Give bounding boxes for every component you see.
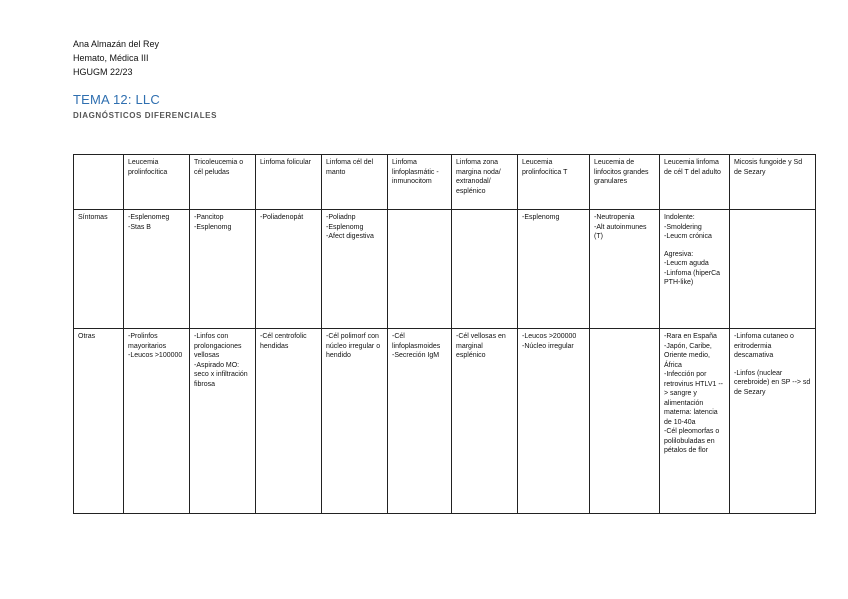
table-cell	[322, 210, 388, 329]
header-cell: Linfoma folicular	[256, 155, 322, 210]
table-cell	[518, 210, 590, 329]
table-cell	[452, 329, 518, 514]
header-cell: Linfoma linfoplasmátic -inmunocitom	[388, 155, 452, 210]
table-cell	[256, 329, 322, 514]
header-cell: Micosis fungoide y Sd de Sezary	[730, 155, 816, 210]
cell-line: -Pancitop	[194, 214, 224, 221]
header-cell: Tricoleucemia o cél peludas	[190, 155, 256, 210]
cell-line: -Esplenomg	[326, 223, 364, 231]
cell-line: -Alt autoinmunes (T)	[594, 223, 647, 240]
cell-line: -Linfoma cutaneo o eritrodermia descamativa	[734, 333, 794, 359]
page-title: TEMA 12: LLC	[73, 92, 160, 107]
cell-line: -Cél pleomorfas o polilobuladas en pétalos de flor	[664, 428, 720, 454]
table-cell	[452, 210, 518, 329]
table-header-row	[74, 155, 816, 210]
table-cell	[388, 329, 452, 514]
cell-line: -Secreción IgM	[392, 352, 440, 359]
cell-line: -Cél vellosas en marginal esplénico	[456, 333, 506, 359]
cell-spacer	[734, 361, 811, 369]
header-cell: Leucemia linfoma de cél T del adulto	[660, 155, 730, 210]
table-cell	[190, 329, 256, 514]
cell-line: -Smoldering	[664, 223, 702, 231]
table-cell	[124, 210, 190, 329]
cell-line: -Poliadnp	[326, 214, 356, 221]
header-cell: Linfoma zona margina noda/ extranodal/ esplénico	[452, 155, 518, 210]
cell-line: -Núcleo irregular	[522, 342, 574, 350]
cell-line: -Linfos (nuclear cerebroide) en SP --> sd de Sezary	[734, 369, 811, 396]
cell-line: -Cél centrofolic hendidas	[260, 333, 307, 350]
page-subtitle: DIAGNÓSTICOS DIFERENCIALES	[73, 111, 218, 120]
cell-line: -Cél polimorf con núcleo irregular o hendido	[326, 333, 381, 359]
author-name: Ana Almazán del Rey	[73, 39, 160, 49]
table-cell	[730, 210, 816, 329]
table-cell	[590, 329, 660, 514]
table-cell	[660, 329, 730, 514]
table-cell	[256, 210, 322, 329]
header-cell: Leucemia prolinfocítica T	[518, 155, 590, 210]
author-course: Hemato, Médica III	[73, 53, 149, 63]
cell-spacer	[664, 242, 725, 250]
cell-line: -Japón, Caribe, Oriente medio, África	[664, 342, 712, 369]
cell-line: -Prolinfos mayoritarios	[128, 333, 167, 350]
cell-line: Agresiva:	[664, 250, 694, 258]
header-cell: Linfoma cél del manto	[322, 155, 388, 210]
cell-line: -Esplenomeg	[128, 214, 170, 221]
table-cell	[322, 329, 388, 514]
header-cell: Leucemia prolinfocítica	[124, 155, 190, 210]
row-label: Síntomas	[74, 210, 124, 329]
table-cell	[124, 329, 190, 514]
cell-line: -Leucm crónica	[664, 233, 712, 240]
cell-line: -Afect digestiva	[326, 233, 374, 240]
header-cell: Leucemia de linfocitos grandes granulares	[590, 155, 660, 210]
cell-line: -Poliadenopát	[260, 214, 304, 221]
cell-line: -Esplenomg	[194, 223, 232, 231]
table-cell	[660, 210, 730, 329]
differential-diagnosis-table	[73, 154, 816, 514]
cell-line: -Linfos con prolongaciones vellosas	[194, 333, 242, 359]
table-row	[74, 329, 816, 514]
cell-line: -Linfoma (hiperCa PTH-like)	[664, 269, 721, 286]
header-cell	[74, 155, 124, 210]
cell-line: -Cél linfoplasmoides	[392, 333, 441, 350]
cell-line: -Rara en España	[664, 333, 717, 340]
cell-line: -Leucos >200000	[522, 333, 577, 340]
cell-line: -Aspirado MO: seco x infiltración fibrosa	[194, 361, 248, 388]
cell-line: -Esplenomg	[522, 214, 560, 221]
cell-line: -Neutropenia	[594, 214, 635, 221]
table-cell	[518, 329, 590, 514]
author-block	[73, 37, 159, 79]
table-cell	[388, 210, 452, 329]
table-cell	[730, 329, 816, 514]
cell-line: -Stas B	[128, 223, 151, 231]
cell-line: -Infección por retrovirus HTLV1 --> sangre y alimentación materna: latencia de 10-40a	[664, 371, 723, 426]
cell-line: -Leucos >100000	[128, 352, 183, 359]
table-cell	[190, 210, 256, 329]
author-institution: HGUGM 22/23	[73, 67, 133, 77]
row-label: Otras	[74, 329, 124, 514]
cell-line: Indolente:	[664, 214, 695, 221]
cell-line: -Leucm aguda	[664, 260, 709, 267]
table-row	[74, 210, 816, 329]
table-cell	[590, 210, 660, 329]
